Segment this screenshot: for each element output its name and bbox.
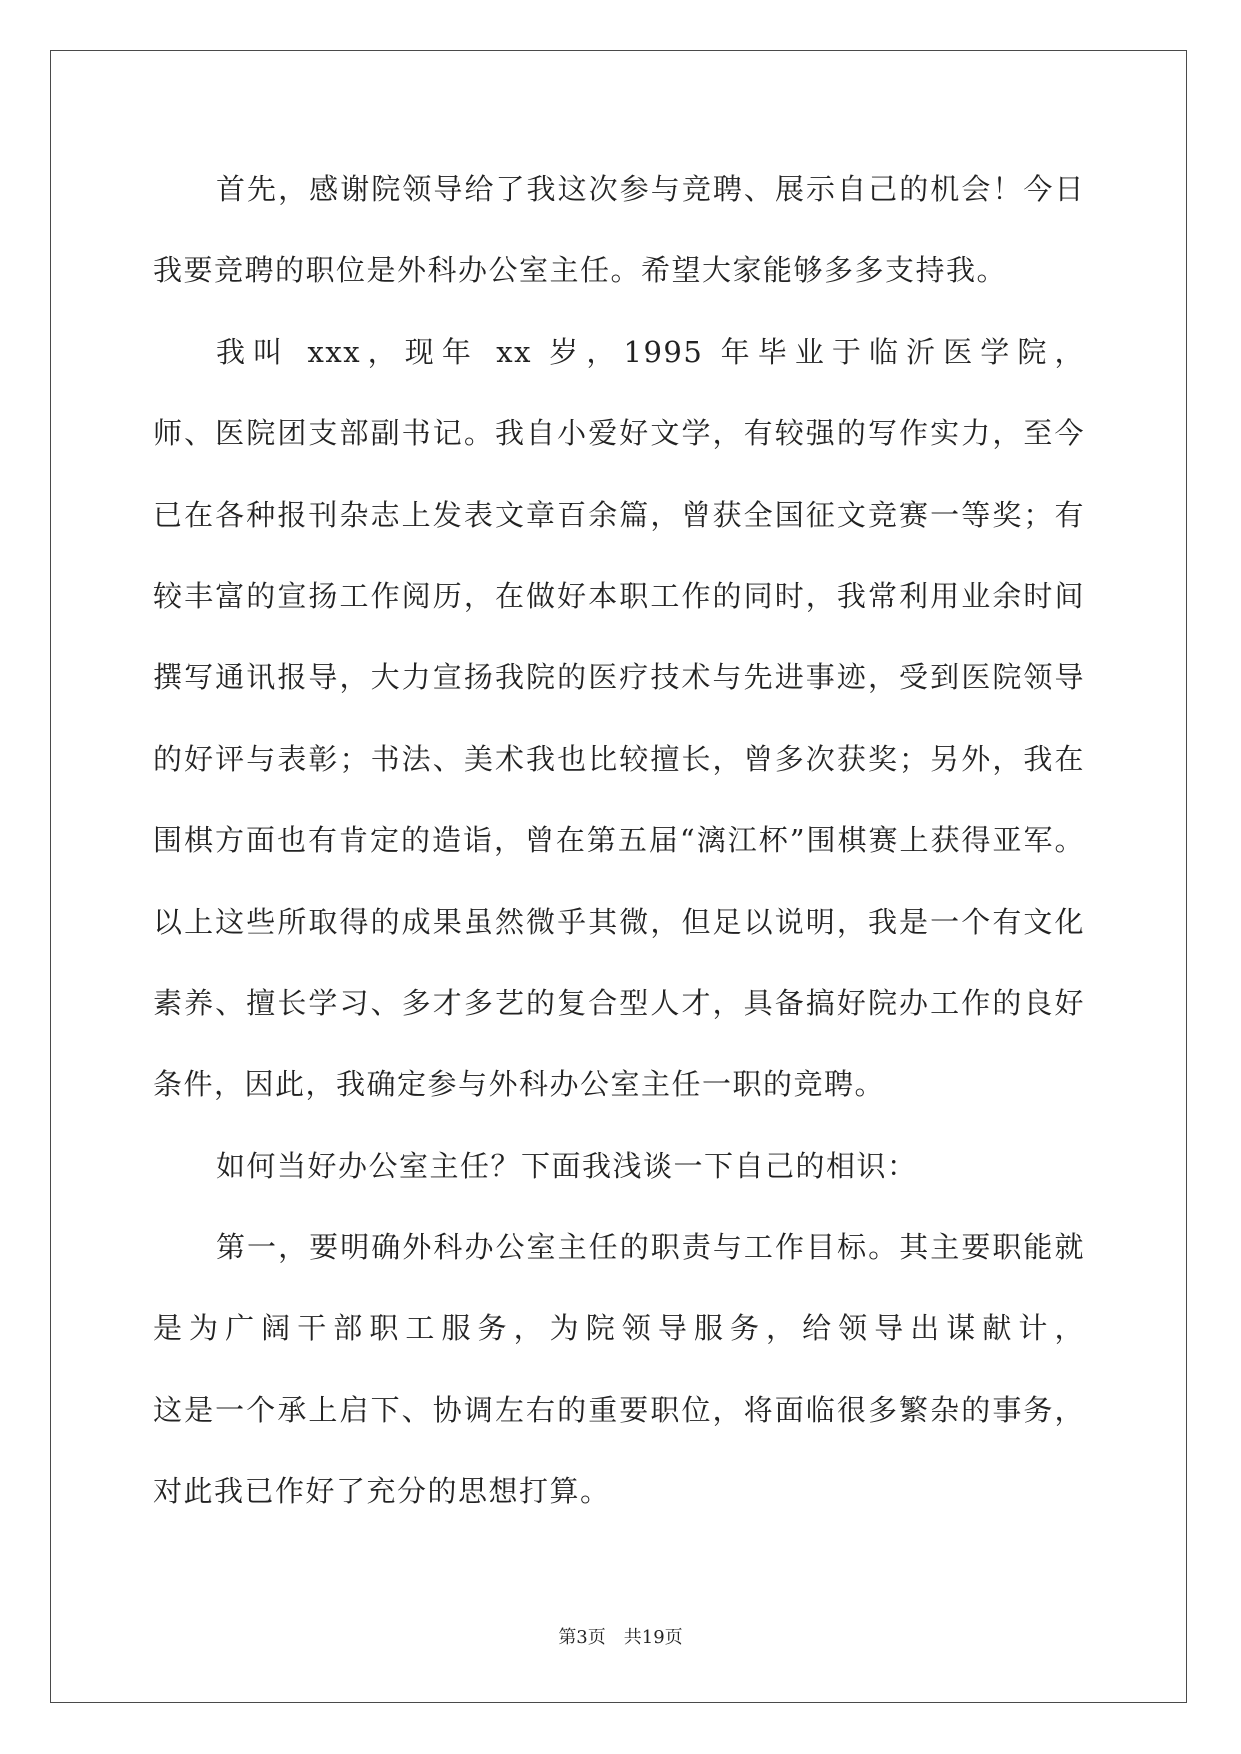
paragraph-line: 撰写通讯报导，大力宣扬我院的医疗技术与先进事迹，受到医院领导: [153, 660, 1085, 695]
paragraph: [153, 149, 1085, 312]
page-count: 共19页: [623, 1627, 683, 1648]
page-number: 第3页: [558, 1627, 606, 1648]
paragraph-line: 围棋方面也有肯定的造诣，曾在第五届“漓江杯”围棋赛上获得亚军。: [153, 823, 1085, 858]
paragraph-line: 条件，因此，我确定参与外科办公室主任一职的竞聘。: [153, 1067, 886, 1102]
paragraph-line: 这是一个承上启下、协调左右的重要职位，将面临很多繁杂的事务，: [153, 1392, 1085, 1427]
paragraph-line: 第一，要明确外科办公室主任的职责与工作目标。其主要职能就: [216, 1230, 1085, 1265]
paragraph-line: 素养、擅长学习、多才多艺的复合型人才，具备搞好院办工作的良好: [153, 985, 1085, 1020]
paragraph-line: 是为广阔干部职工服务，为院领导服务，给领导出谋献计，: [153, 1311, 1085, 1346]
paragraph-line: 如何当好办公室主任？下面我浅谈一下自己的相识：: [216, 1148, 918, 1183]
paragraph-line: 首先，感谢院领导给了我这次参与竞聘、展示自己的机会！今日: [216, 172, 1085, 206]
paragraph-line: 的好评与表彰；书法、美术我也比较擅长，曾多次获奖；另外，我在: [153, 741, 1085, 776]
paragraph-line: 我叫 xxx，现年 xx 岁，1995 年毕业于临沂医学院，: [216, 334, 1085, 369]
paragraph-line: 师、医院团支部副书记。我自小爱好文学，有较强的写作实力，至今: [153, 416, 1085, 451]
paragraph: [153, 312, 1085, 1126]
document-body: [153, 149, 1085, 1533]
page-footer: [0, 1625, 1241, 1651]
paragraph-line: 我要竞聘的职位是外科办公室主任。希望大家能够多多支持我。: [153, 253, 1008, 288]
paragraph-line: 以上这些所取得的成果虽然微乎其微，但足以说明，我是一个有文化: [153, 904, 1085, 939]
paragraph-line: 对此我已作好了充分的思想打算。: [153, 1474, 611, 1509]
paragraph: [153, 1207, 1085, 1533]
paragraph-line: 已在各种报刊杂志上发表文章百余篇，曾获全国征文竞赛一等奖；有: [153, 497, 1085, 532]
paragraph: [153, 1126, 1085, 1207]
paragraph-line: 较丰富的宣扬工作阅历，在做好本职工作的同时，我常利用业余时间: [153, 578, 1085, 613]
